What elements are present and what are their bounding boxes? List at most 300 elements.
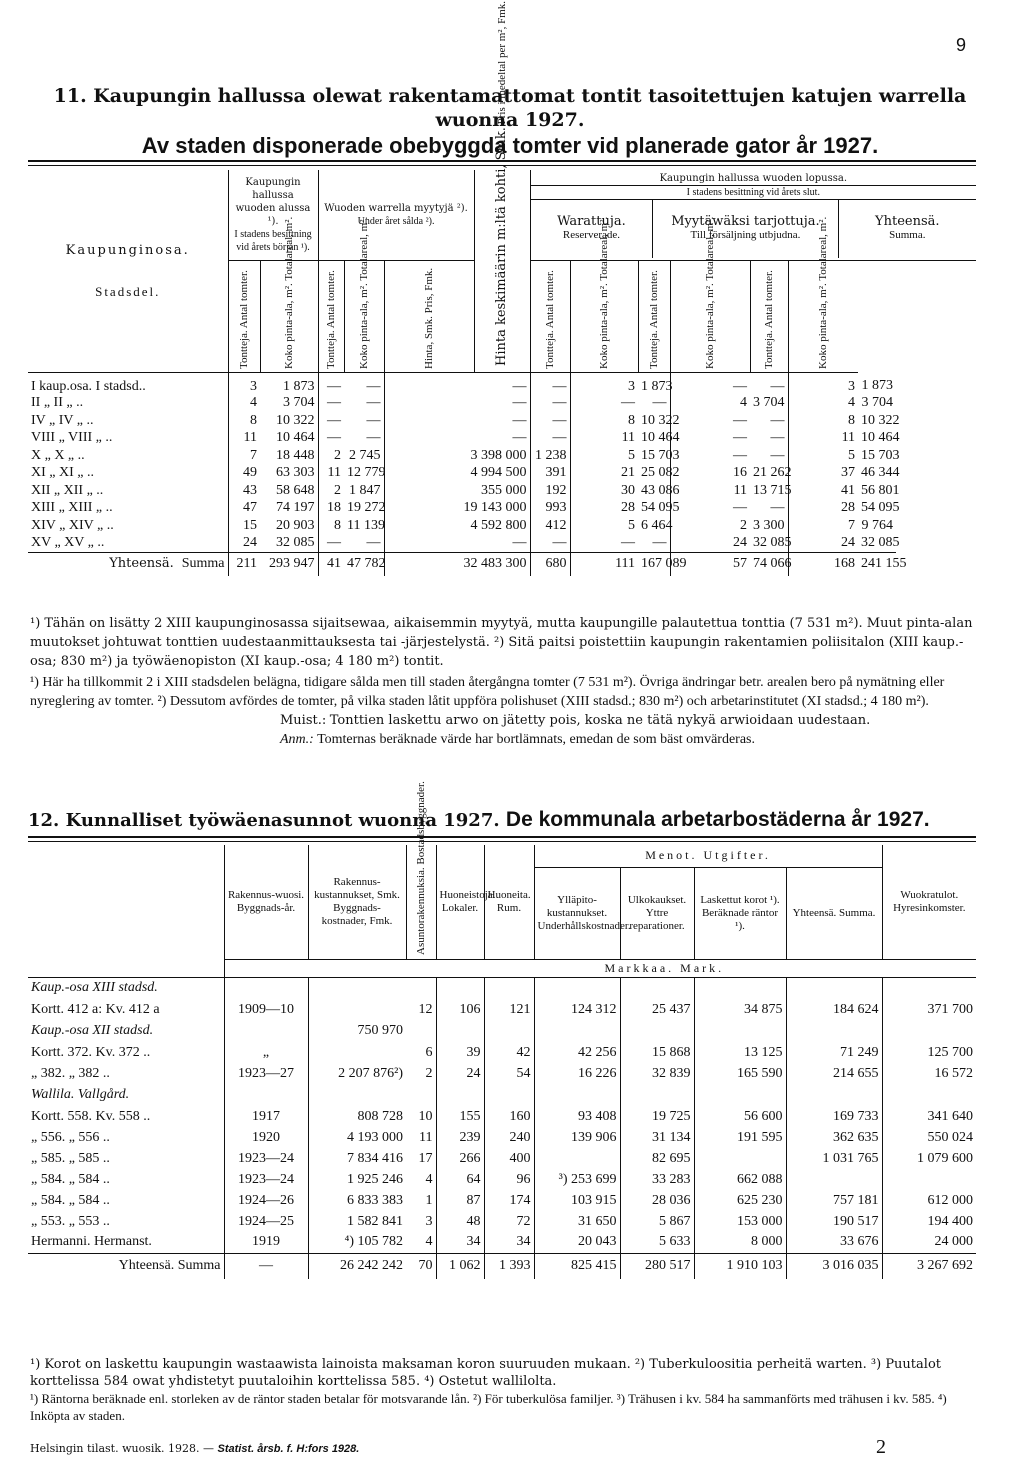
- table-cell: —: [344, 372, 384, 395]
- table-cell: 1917: [224, 1106, 308, 1127]
- table-cell: 15 868: [620, 1042, 694, 1063]
- table-cell: 41: [841, 482, 856, 498]
- table-cell: 28 036: [620, 1190, 694, 1211]
- table-cell: [786, 1020, 882, 1042]
- table-cell: 5 867: [620, 1211, 694, 1232]
- table-cell: —: [750, 372, 788, 395]
- upkeep-header: Ylläpito-kustannukset. Underhållskostnader.: [534, 867, 620, 959]
- table-cell: —: [327, 395, 342, 411]
- block-label: „ 584. „ 584 ..: [28, 1169, 224, 1190]
- table-cell: —: [344, 412, 384, 430]
- table-cell: 37: [841, 465, 856, 481]
- table-cell: 19 725: [620, 1106, 694, 1127]
- sum-cell: 280 517: [620, 1253, 694, 1279]
- sum-cell: 1 910 103: [694, 1253, 786, 1279]
- table-cell: 2: [740, 517, 748, 533]
- table-cell: 24: [733, 535, 748, 550]
- signature-mark: 2: [876, 1436, 886, 1458]
- table-cell: 12 779: [344, 465, 384, 483]
- table-cell: 2: [406, 1063, 436, 1084]
- table-cell: [882, 1084, 976, 1106]
- table-cell: 1924—26: [224, 1190, 308, 1211]
- table-cell: [882, 1020, 976, 1042]
- table-cell: 10 322: [638, 412, 670, 430]
- table-cell: 82 695: [620, 1148, 694, 1169]
- table-cell: 1923—27: [224, 1063, 308, 1084]
- section11-title-sv: Av staden disponerade obebyggda tomter vid planerade gator år 1927.: [141, 133, 879, 158]
- table-row: [28, 465, 976, 483]
- table-cell: 43 086: [638, 482, 670, 500]
- table-cell: 6 833 383: [347, 1192, 403, 1208]
- district-cell: XIV „ XIV „ ..: [28, 517, 228, 535]
- table-cell: 4 592 800: [384, 517, 530, 535]
- table-cell: 24: [436, 1063, 484, 1084]
- rum-header: Huoneita. Rum.: [484, 845, 534, 959]
- table-cell: 3: [250, 378, 257, 394]
- table-cell: —: [530, 535, 570, 553]
- table-cell: 43: [243, 482, 257, 498]
- table-cell: 125 700: [927, 1044, 974, 1060]
- table-cell: 24: [841, 535, 856, 550]
- table-cell: —: [621, 535, 636, 550]
- table-cell: 1 873: [260, 372, 318, 395]
- table-cell: 32 839: [620, 1063, 694, 1084]
- table-cell: 1923—24: [224, 1148, 308, 1169]
- table-cell: —: [327, 412, 342, 428]
- table-cell: [694, 1084, 786, 1106]
- table-cell: 42: [484, 1042, 534, 1063]
- table-cell: 550 024: [927, 1129, 974, 1145]
- district-cell: IV „ IV „ ..: [28, 412, 228, 430]
- table-cell: 153 000: [694, 1211, 786, 1232]
- sum-cell: 3 267 692: [882, 1253, 976, 1279]
- table-cell: —: [750, 430, 788, 448]
- table-cell: 155: [436, 1106, 484, 1127]
- block-label: Hermanni. Hermanst.: [28, 1232, 224, 1253]
- year-header: Rakennus-wuosi. Byggnads-år.: [224, 845, 308, 959]
- rooms-header: Huoneistoja. Lokaler.: [436, 845, 484, 959]
- district-cell: I kaup.osa. I stadsd..: [28, 372, 228, 395]
- sum-label: Yhteensä. Summa: [28, 552, 228, 576]
- table-cell: [882, 1169, 976, 1190]
- table-cell: [484, 1084, 534, 1106]
- table-row: [28, 1232, 976, 1253]
- table-cell: —: [733, 430, 748, 446]
- table-cell: ³) 253 699: [534, 1169, 620, 1190]
- table-cell: 32 085: [861, 535, 900, 550]
- sum-label: Yhteensä. Summa: [28, 1253, 224, 1279]
- table-cell: 63 303: [260, 465, 318, 483]
- table-row: [28, 1169, 976, 1190]
- block-label: „ 553. „ 553 ..: [28, 1211, 224, 1232]
- table-cell: 1 031 765: [786, 1148, 882, 1169]
- table-cell: [620, 977, 694, 999]
- note-fi: ¹) Tähän on lisätty 2 XIII kaupunginosassa sijaitsewaa, aikaisemmin myytyä, mutta kaupungille palautettua tonttia (7 531 m²). Muut pinta-alan muutokset johtuwat tonttien uudestaanmittauksesta tai -järjestelystä. ²) Sitä paitsi poistettiin kaupungin rakentamien poliisitalon (XIII kaup.-osa; 830 m²) ja työwäenopiston (XI kaup.-osa; 4 180 m²) tontit.: [30, 616, 973, 669]
- table-cell: 19 143 000: [384, 500, 530, 518]
- table-cell: 174: [484, 1190, 534, 1211]
- table-cell: [308, 1084, 406, 1106]
- sum-cell: 293 947: [260, 552, 318, 576]
- table-cell: 1 873: [638, 372, 670, 395]
- table-cell: 2: [334, 447, 342, 463]
- table-row: [28, 1106, 976, 1127]
- anm-label: Anm.:: [280, 732, 314, 747]
- table-cell: —: [733, 447, 748, 463]
- sum-cell: 241 155: [858, 552, 896, 576]
- table-cell: 11: [406, 1127, 436, 1148]
- table-cell: 3 704: [861, 395, 894, 411]
- sum-header: Yhteensä. Summa.: [786, 867, 882, 959]
- table-cell: 34: [484, 1232, 534, 1253]
- group-label: Kaup.-osa XII stadsd.: [28, 1020, 224, 1042]
- markkaa-header: Markkaa. Mark.: [224, 959, 976, 977]
- table-cell: 400: [484, 1148, 534, 1169]
- table-row: [28, 482, 976, 500]
- table-cell: 371 700: [927, 1001, 974, 1017]
- group-label: Kaup.-osa XIII stadsd.: [28, 977, 224, 999]
- table-cell: 32 085: [750, 535, 788, 553]
- sold-header: Wuoden warrella myytyjä ²). Under året sålda ²).: [318, 170, 474, 260]
- table-cell: 74 197: [260, 500, 318, 518]
- rule: [28, 841, 976, 842]
- block-label: Kortt. 412 a: Kv. 412 a: [28, 999, 224, 1020]
- table-cell: 18: [327, 500, 342, 516]
- table-cell: 266: [436, 1148, 484, 1169]
- table-cell: 1 847: [344, 482, 384, 500]
- table-cell: —: [344, 395, 384, 413]
- note12-fi: ¹) Korot on laskettu kaupungin wastaawista lainoista maksaman koron suuruuden mukaan. ²) Tuberkuloositia perheitä warten. ³) Puutalot korttelissa 584 owat yhdistetyt puutaloihin korttelissa 585. ⁴) Ostetut wallilolta.: [30, 1357, 941, 1389]
- table-cell: 4: [406, 1232, 436, 1253]
- table-cell: 21: [621, 465, 636, 481]
- table-cell: 3: [406, 1211, 436, 1232]
- table-row: [28, 1127, 976, 1148]
- table-cell: 1919: [224, 1232, 308, 1253]
- page-number: 9: [955, 35, 966, 55]
- table-cell: 5: [848, 447, 856, 463]
- table-cell: 7: [848, 517, 856, 533]
- sum-cell: 680: [530, 552, 570, 576]
- table-cell: [694, 1148, 786, 1169]
- table-cell: 48: [436, 1211, 484, 1232]
- table-cell: 24: [243, 535, 257, 550]
- table-cell: —: [384, 395, 530, 413]
- table-cell: —: [384, 372, 530, 395]
- table-cell: 34 875: [694, 999, 786, 1020]
- table-cell: 341 640: [927, 1108, 974, 1124]
- table-cell: 5 633: [620, 1232, 694, 1253]
- table-cell: 1920: [224, 1127, 308, 1148]
- table-cell: 4 193 000: [347, 1129, 403, 1145]
- table-cell: —: [530, 372, 570, 395]
- table-cell: [882, 977, 976, 999]
- table-cell: [484, 977, 534, 999]
- table-cell: [694, 977, 786, 999]
- section12-title: 12. Kunnalliset työwäenasunnot wuonna 1927. De kommunala arbetarbostäderna år 1927.: [28, 808, 930, 831]
- district-cell: XV „ XV „ ..: [28, 535, 228, 553]
- table-cell: 49: [243, 465, 257, 481]
- table-row: [28, 1084, 976, 1106]
- table-cell: 4: [406, 1169, 436, 1190]
- sum-cell: 167 089: [638, 552, 670, 576]
- sum-cell: 211: [228, 552, 260, 576]
- district-header: Kaupunginosa. Stadsdel.: [28, 170, 228, 372]
- table-11: Kaupunginosa. Stadsdel. Kaupungin hallussa wuoden alussa ¹). I stadens besittning vid årets början ¹). Wuoden warrella myytyjä ²). Under året sålda ²). Hinta keskimäärin m:ltä kohti, Smk. Pris i medeltal per m², Fmk. Kaupungin hallussa wuoden lopussa. I stadens besittning vid årets slut. Warattuja. Reserverade. Myytäwäksi tarjottuja. Till försäljning utbjudna. Yhteensä. Summa. Tontteja. Antal tomter. Koko pinta-ala, m². Totalareal, m². Tontteja. Antal tomter. Koko pinta-ala, m². Totalareal, m². Hinta, Smk. Pris, Fmk. Tontteja. Antal tomter. Koko pinta-ala, m². Totalareal, m². Tontteja. Antal tomter. Koko pinta-ala, m². Totalareal, m². Tontteja. Antal tomter. Koko pinta-ala, m². Totalareal, m². I kaup.osa. I stadsd.. 3 1 873 — — — — 3 1 873 — — 3 1 873 II „ II „ .. 4 3 704 — — — — — — 4 3 704 4 3 704 IV „ IV „ .. 8 10 322 — — — — 8 10 322 — — 8 10 322 VIII „ VIII „ .. 11 10 464 — — — — 11 10 464 — — 11 10 464 X „ X „ .. 7 18 448 2 2 745 3 398 000 1 238 5 15 703 — — 5 15 703 XI „ XI „ .. 49 63 303 11 12 779 4 994 500 391 21 25 082 16 21 262 37 46 344 XII „ XII „ .. 43 58 648 2 1 847 355 000 192 30 43 086 11 13 715 41 56 801 XIII „ XIII „ .. 47 74 197 18 19 272 19 143 000 993 28 54 095 — — 28 54 095 XIV „ XIV „ .. 15 20 903 8 11 139 4 592 800 412 5 6 464 2 3 300 7 9 764 XV „ XV „ .. 24 32 085 — — — — — — 24 32 085 24 32 085 Yhteensä. Summa 211 293 947 41 47 782 32 483 300 680 111 167 089 57 74 066 168 241 155: [28, 170, 976, 576]
- table-cell: —: [344, 430, 384, 448]
- sum-cell: 41: [318, 552, 344, 576]
- table-cell: 10 464: [861, 430, 900, 446]
- table-cell: 32 085: [260, 535, 318, 553]
- cost-header: Rakennus-kustannukset, Smk. Byggnads-kostnader, Fmk.: [308, 845, 406, 959]
- block-label: „ 585. „ 585 ..: [28, 1148, 224, 1169]
- table-cell: 1 079 600: [917, 1150, 974, 1166]
- district-cell: XI „ XI „ ..: [28, 465, 228, 483]
- table-cell: 1 582 841: [347, 1213, 403, 1229]
- table-cell: [406, 1020, 436, 1042]
- table-cell: —: [733, 500, 748, 516]
- table-cell: 54 095: [861, 500, 900, 516]
- table-cell: 19 272: [344, 500, 384, 518]
- table-cell: 214 655: [786, 1063, 882, 1084]
- table-cell: 54 095: [638, 500, 670, 518]
- table-cell: 757 181: [786, 1190, 882, 1211]
- table-cell: 4: [250, 395, 257, 411]
- sum-cell: 168: [788, 552, 858, 576]
- table-cell: 6 464: [638, 517, 670, 535]
- table-cell: 10: [406, 1106, 436, 1127]
- rule: [28, 836, 976, 838]
- table-cell: [308, 977, 406, 999]
- table-cell: —: [621, 395, 636, 411]
- table-cell: 64: [436, 1169, 484, 1190]
- table-cell: 106: [436, 999, 484, 1020]
- district-cell: X „ X „ ..: [28, 447, 228, 465]
- table-cell: [224, 977, 308, 999]
- table-cell: 13 125: [694, 1042, 786, 1063]
- table-cell: 31 134: [620, 1127, 694, 1148]
- district-cell: XIII „ XIII „ ..: [28, 500, 228, 518]
- table-cell: 20 903: [260, 517, 318, 535]
- sum-cell: 1 393: [484, 1253, 534, 1279]
- table-cell: [694, 1020, 786, 1042]
- table-cell: 30: [621, 482, 636, 498]
- table-cell: 1 238: [530, 447, 570, 465]
- table-cell: 5: [628, 447, 636, 463]
- sum-cell: 825 415: [534, 1253, 620, 1279]
- table-cell: —: [530, 412, 570, 430]
- table-cell: —: [750, 447, 788, 465]
- block-label: Kortt. 558. Kv. 558 ..: [28, 1106, 224, 1127]
- sum-cell: —: [224, 1253, 308, 1279]
- menot-header: Menot. Utgifter.: [534, 845, 882, 867]
- table-cell: 4: [848, 395, 856, 411]
- table-cell: 58 648: [260, 482, 318, 500]
- table-row: [28, 1148, 976, 1169]
- block-label: „ 556. „ 556 ..: [28, 1127, 224, 1148]
- table-cell: 8: [250, 412, 257, 428]
- table-cell: 16 226: [534, 1063, 620, 1084]
- table-cell: 34: [436, 1232, 484, 1253]
- table-cell: [534, 1020, 620, 1042]
- table-cell: 625 230: [694, 1190, 786, 1211]
- table-row: [28, 1063, 976, 1084]
- table-cell: 139 906: [534, 1127, 620, 1148]
- table-cell: 42 256: [534, 1042, 620, 1063]
- anm-text: Tomternas beräknade värde har bortlämnats, emedan de som bäst omvärderas.: [317, 732, 755, 747]
- sum-cell: 74 066: [750, 552, 788, 576]
- table-cell: [308, 1042, 406, 1063]
- table-cell: 240: [484, 1127, 534, 1148]
- table-cell: 1: [406, 1190, 436, 1211]
- sum-cell: 111: [570, 552, 638, 576]
- table-cell: 13 715: [750, 482, 788, 500]
- table-cell: 2 207 876²): [338, 1065, 403, 1081]
- table-cell: 3 704: [260, 395, 318, 413]
- table-cell: 15: [243, 517, 257, 533]
- table-cell: 190 517: [786, 1211, 882, 1232]
- table-cell: 10 464: [638, 430, 670, 448]
- table-cell: [534, 977, 620, 999]
- table-cell: 4 994 500: [384, 465, 530, 483]
- table-cell: 16: [733, 465, 748, 481]
- table-cell: —: [384, 412, 530, 430]
- note-sv: ¹) Här ha tillkommit 2 i XIII stadsdelen belägna, tidigare sålda men till staden återgångna tomter (7 531 m²). Övriga ändringar betr. arealen bero på nymätning eller nyreglering av tomter. ²) Dessutom avfördes de tomter, på vilka staden låtit uppföra polishuset (XIII stadsd.; 830 m²) och arbetarinstitutet (XI stadsd.; 4 180 m²).: [30, 675, 945, 709]
- table-cell: [484, 1020, 534, 1042]
- table-cell: 391: [530, 465, 570, 483]
- table-cell: 239: [436, 1127, 484, 1148]
- table-row: [28, 977, 976, 999]
- table-cell: 11: [327, 465, 342, 481]
- table-row: [28, 999, 976, 1020]
- table-row: [28, 1042, 976, 1063]
- table-cell: 11: [243, 430, 257, 446]
- table-cell: 3 704: [750, 395, 788, 413]
- housing-header: Asuntorakennuksia. Bostadsbyggnader.: [415, 780, 427, 955]
- table-cell: 20 043: [534, 1232, 620, 1253]
- table-cell: —: [384, 430, 530, 448]
- table-cell: —: [750, 412, 788, 430]
- table-cell: 184 624: [786, 999, 882, 1020]
- block-label: „ 382. „ 382 ..: [28, 1063, 224, 1084]
- table-cell: [786, 1084, 882, 1106]
- muist-label: Muist.:: [280, 713, 327, 728]
- table-cell: 165 590: [694, 1063, 786, 1084]
- block-label: Kortt. 372. Kv. 372 ..: [28, 1042, 224, 1063]
- table-cell: 3 398 000: [384, 447, 530, 465]
- table-cell: 1 925 246: [347, 1171, 403, 1187]
- table-cell: —: [344, 535, 384, 553]
- table-cell: 191 595: [694, 1127, 786, 1148]
- table-cell: —: [638, 535, 670, 553]
- table-cell: —: [530, 395, 570, 413]
- table-cell: 3: [628, 378, 636, 394]
- table-cell: —: [733, 412, 748, 428]
- ulk-header: Ulkokaukset. Yttre reparationer.: [620, 867, 694, 959]
- table-cell: 28: [621, 500, 636, 516]
- rent-header: Wuokratulot. Hyresinkomster.: [882, 845, 976, 959]
- table-row: [28, 1211, 976, 1232]
- table-cell: 54: [484, 1063, 534, 1084]
- table-cell: 750 970: [357, 1023, 403, 1038]
- table-cell: —: [638, 395, 670, 413]
- table-row: [28, 395, 976, 413]
- table-cell: 93 408: [534, 1106, 620, 1127]
- table-cell: 3 300: [750, 517, 788, 535]
- section11-title-fi: 11. Kaupungin hallussa olewat rakentamattomat tontit tasoitettujen katujen warrella wuonna 1927.: [53, 85, 967, 131]
- table-cell: 10 464: [260, 430, 318, 448]
- table-cell: ⁴) 105 782: [344, 1234, 403, 1250]
- sum-cell: 1 062: [436, 1253, 484, 1279]
- table-cell: [436, 1020, 484, 1042]
- table-cell: 124 312: [534, 999, 620, 1020]
- table-row: [28, 517, 976, 535]
- start-header: Kaupungin hallussa wuoden alussa ¹). I stadens besittning vid årets början ¹).: [228, 170, 318, 260]
- table-cell: 3: [848, 378, 856, 394]
- table-cell: 11 139: [344, 517, 384, 535]
- table-cell: 412: [530, 517, 570, 535]
- table-cell: 24 000: [934, 1234, 974, 1250]
- table-cell: 9 764: [861, 517, 894, 533]
- table-cell: [436, 1084, 484, 1106]
- table-cell: 71 249: [786, 1042, 882, 1063]
- table-cell: 15 703: [861, 447, 900, 463]
- sum-cell: 32 483 300: [384, 552, 530, 576]
- table-row: [28, 430, 976, 448]
- table-cell: [224, 1084, 308, 1106]
- table-cell: —: [327, 378, 342, 394]
- table-cell: [534, 1084, 620, 1106]
- sum-cell: 57: [670, 552, 750, 576]
- table-cell: 10 322: [861, 412, 900, 428]
- table-cell: 662 088: [694, 1169, 786, 1190]
- table-cell: —: [733, 378, 748, 394]
- district-cell: VIII „ VIII „ ..: [28, 430, 228, 448]
- sum-cell: 26 242 242: [308, 1253, 406, 1279]
- table-cell: 47: [243, 500, 257, 516]
- table-cell: [786, 977, 882, 999]
- table-cell: [534, 1148, 620, 1169]
- table-cell: 21 262: [750, 465, 788, 483]
- notes-12: [30, 1356, 975, 1424]
- table-cell: [406, 977, 436, 999]
- table-cell: 1923—24: [224, 1169, 308, 1190]
- table-cell: 7 834 416: [347, 1150, 403, 1166]
- table-cell: [786, 1169, 882, 1190]
- table-cell: 1924—25: [224, 1211, 308, 1232]
- table-cell: 1 873: [861, 378, 894, 394]
- table-cell: 121: [484, 999, 534, 1020]
- table-cell: 6: [406, 1042, 436, 1063]
- table-cell: 16 572: [934, 1065, 974, 1081]
- table-cell: 25 437: [620, 999, 694, 1020]
- district-cell: XII „ XII „ ..: [28, 482, 228, 500]
- table-cell: —: [750, 500, 788, 518]
- table-cell: 2 745: [344, 447, 384, 465]
- table-cell: 10 322: [260, 412, 318, 430]
- sum-row: [28, 552, 976, 576]
- table-cell: 5: [628, 517, 636, 533]
- notes-11: [30, 614, 975, 749]
- table-row: [28, 1190, 976, 1211]
- table-cell: 4: [740, 395, 748, 411]
- table-cell: 87: [436, 1190, 484, 1211]
- table-cell: [620, 1084, 694, 1106]
- table-cell: 993: [530, 500, 570, 518]
- table-cell: 612 000: [927, 1192, 974, 1208]
- table-cell: 8 000: [694, 1232, 786, 1253]
- table-cell: [436, 977, 484, 999]
- table-cell: 362 635: [786, 1127, 882, 1148]
- table-cell: 8: [848, 412, 856, 428]
